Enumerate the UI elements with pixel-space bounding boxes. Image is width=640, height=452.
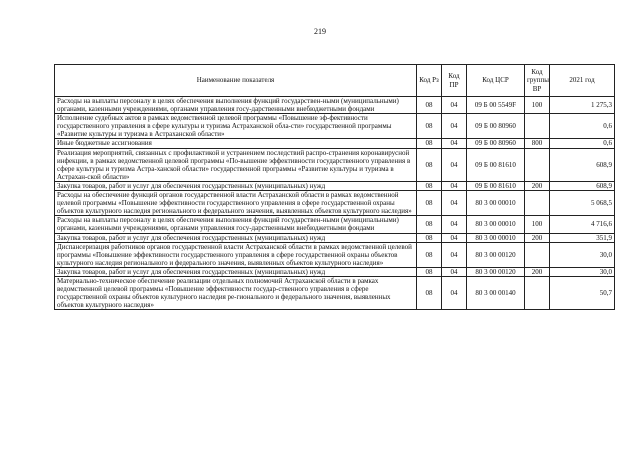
cell-vr: 100 xyxy=(525,97,550,114)
cell-csr: 09 Б 00 81610 xyxy=(467,181,525,190)
cell-vr xyxy=(525,191,550,216)
header-code-csr: Код ЦСР xyxy=(467,65,525,97)
cell-rz: 08 xyxy=(417,233,442,242)
cell-name: Исполнение судебных актов в рамках ведомственной целевой программы «Повышение эф-фективности государственного управления в сфере культуры и туризма Астраханской обла-сти» государственной программы «Развитие культуры и туризма в Астраханской области» xyxy=(55,114,417,139)
page-number: 219 xyxy=(314,27,326,36)
cell-csr: 80 3 00 00010 xyxy=(467,216,525,233)
table-row xyxy=(55,216,615,233)
cell-rz: 08 xyxy=(417,216,442,233)
cell-csr: 80 3 00 00120 xyxy=(467,267,525,276)
cell-pr: 04 xyxy=(442,216,467,233)
table-row xyxy=(55,233,615,242)
cell-csr: 09 Б 00 81610 xyxy=(467,148,525,181)
cell-rz: 08 xyxy=(417,139,442,148)
cell-vr: 100 xyxy=(525,216,550,233)
header-code-vr: Код группы ВР xyxy=(525,65,550,97)
table-row xyxy=(55,139,615,148)
cell-vr xyxy=(525,114,550,139)
cell-vr: 200 xyxy=(525,181,550,190)
cell-name: Закупка товаров, работ и услуг для обеспечения государственных (муниципальных) нужд xyxy=(55,233,417,242)
cell-pr: 04 xyxy=(442,139,467,148)
budget-table xyxy=(54,64,615,310)
cell-pr: 04 xyxy=(442,233,467,242)
cell-csr: 09 Б 00 80960 xyxy=(467,139,525,148)
table-row xyxy=(55,242,615,267)
cell-pr: 04 xyxy=(442,97,467,114)
cell-rz: 08 xyxy=(417,148,442,181)
cell-amount: 351,9 xyxy=(550,233,615,242)
cell-pr: 04 xyxy=(442,276,467,309)
table-row xyxy=(55,276,615,309)
cell-rz: 08 xyxy=(417,276,442,309)
cell-name: Реализация мероприятий, связанных с профилактикой и устранением последствий распро-странения коронавирусной инфекции, в рамках ведомственной целевой программы «По-вышение эффективности государственного управления в сфере культуры и туризма Астра-ханской области» государственной программы «Развитие культуры и туризма в Астрахан-ской области» xyxy=(55,148,417,181)
cell-csr: 80 3 00 00120 xyxy=(467,242,525,267)
cell-rz: 08 xyxy=(417,267,442,276)
cell-vr: 200 xyxy=(525,233,550,242)
cell-csr: 80 3 00 00010 xyxy=(467,191,525,216)
cell-amount: 4 716,6 xyxy=(550,216,615,233)
cell-amount: 30,0 xyxy=(550,267,615,276)
cell-name: Расходы на выплаты персоналу в целях обеспечения выполнения функций государствен-ными (муниципальными) органами, казенными учреждениями, органами управления госу-дарственными внебюджетными фондами xyxy=(55,97,417,114)
cell-pr: 04 xyxy=(442,267,467,276)
cell-rz: 08 xyxy=(417,114,442,139)
cell-csr: 09 Б 00 80960 xyxy=(467,114,525,139)
cell-pr: 04 xyxy=(442,114,467,139)
cell-amount: 5 068,5 xyxy=(550,191,615,216)
cell-amount: 608,9 xyxy=(550,181,615,190)
table-row xyxy=(55,191,615,216)
table-row xyxy=(55,267,615,276)
cell-name: Расходы на выплаты персоналу в целях обеспечения выполнения функций государствен-ными (муниципальными) органами, казенными учреждениями, органами управления госу-дарственными внебюджетными фондами xyxy=(55,216,417,233)
cell-amount: 608,9 xyxy=(550,148,615,181)
cell-rz: 08 xyxy=(417,242,442,267)
cell-vr xyxy=(525,242,550,267)
cell-rz: 08 xyxy=(417,181,442,190)
header-code-pr: Код ПР xyxy=(442,65,467,97)
cell-name: Закупка товаров, работ и услуг для обеспечения государственных (муниципальных) нужд xyxy=(55,267,417,276)
table-row xyxy=(55,97,615,114)
cell-name: Расходы на обеспечение функций органов государственной власти Астраханской области в рамках ведомственной целевой программы «Повышение эффективности государственного управления в сфере государственной охраны объектов культурного наследия регионального и федерального значения, выявленных объектов культурного наследия» xyxy=(55,191,417,216)
header-code-rz: Код Рз xyxy=(417,65,442,97)
table-row xyxy=(55,148,615,181)
table-header-row xyxy=(55,65,615,97)
cell-vr xyxy=(525,148,550,181)
table-row xyxy=(55,114,615,139)
cell-amount: 30,0 xyxy=(550,242,615,267)
cell-rz: 08 xyxy=(417,97,442,114)
cell-name: Закупка товаров, работ и услуг для обеспечения государственных (муниципальных) нужд xyxy=(55,181,417,190)
cell-amount: 50,7 xyxy=(550,276,615,309)
cell-amount: 0,6 xyxy=(550,139,615,148)
cell-pr: 04 xyxy=(442,191,467,216)
cell-pr: 04 xyxy=(442,148,467,181)
cell-vr xyxy=(525,276,550,309)
cell-pr: 04 xyxy=(442,242,467,267)
table-row xyxy=(55,181,615,190)
cell-csr: 80 3 00 00140 xyxy=(467,276,525,309)
cell-name: Материально-техническое обеспечение реализации отдельных полномочий Астраханской области в рамках ведомственной целевой программы «Повышение эффективности государ-ственного управления в сфере государственной охраны объектов культурного наследия ре-гионального и федерального значения, выявленных объектов культурного наследия» xyxy=(55,276,417,309)
cell-rz: 08 xyxy=(417,191,442,216)
cell-name: Диспансеризация работников органов государственной власти Астраханской области в рамках ведомственной целевой программы «Повышение эффективности государственного управления в сфере государственной охраны объектов культурного наследия регионального и федерального значения, выявленных объектов культурного наследия» xyxy=(55,242,417,267)
header-indicator-name: Наименование показателя xyxy=(55,65,417,97)
cell-name: Иные бюджетные ассигнования xyxy=(55,139,417,148)
cell-amount: 0,6 xyxy=(550,114,615,139)
cell-csr: 80 3 00 00010 xyxy=(467,233,525,242)
cell-csr: 09 Б 00 5549F xyxy=(467,97,525,114)
cell-vr: 800 xyxy=(525,139,550,148)
cell-vr: 200 xyxy=(525,267,550,276)
cell-pr: 04 xyxy=(442,181,467,190)
cell-amount: 1 275,3 xyxy=(550,97,615,114)
header-year-2021: 2021 год xyxy=(550,65,615,97)
